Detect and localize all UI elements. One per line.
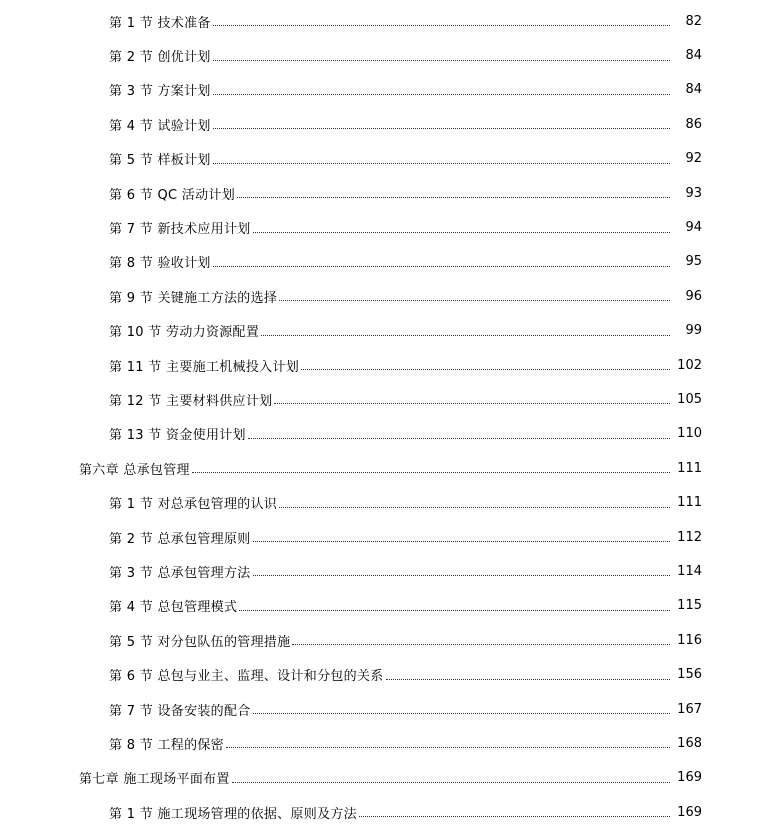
toc-entry-page: 84 bbox=[685, 82, 702, 98]
toc-chapter-entry[interactable] bbox=[0, 451, 781, 485]
toc-entry[interactable] bbox=[0, 73, 781, 107]
toc-entry[interactable] bbox=[0, 279, 781, 313]
dot-leader bbox=[232, 781, 670, 783]
toc-entry-label: 第 7 节 设备安装的配合 bbox=[109, 703, 251, 719]
toc-entry-page: 156 bbox=[677, 667, 702, 683]
toc-entry-label: 第七章 施工现场平面布置 bbox=[79, 772, 230, 788]
toc-entry[interactable] bbox=[0, 692, 781, 726]
toc-entry[interactable] bbox=[0, 382, 781, 416]
toc-entry-page: 94 bbox=[685, 220, 702, 236]
toc-entry[interactable] bbox=[0, 245, 781, 279]
dot-leader bbox=[253, 574, 670, 576]
dot-leader bbox=[213, 24, 670, 26]
toc-entry[interactable] bbox=[0, 589, 781, 623]
toc-entry-label: 第 10 节 劳动力资源配置 bbox=[109, 325, 260, 341]
toc-entry[interactable] bbox=[0, 657, 781, 691]
toc-entry-label: 第 1 节 技术准备 bbox=[109, 15, 211, 31]
dot-leader bbox=[301, 368, 670, 370]
dot-leader bbox=[253, 540, 670, 542]
toc-entry-label: 第 3 节 总承包管理方法 bbox=[109, 565, 251, 581]
toc-entry-page: 169 bbox=[677, 804, 702, 820]
toc-entry-label: 第 2 节 总承包管理原则 bbox=[109, 531, 251, 547]
toc-entry-page: 169 bbox=[677, 770, 702, 786]
toc-entry-page: 92 bbox=[685, 151, 702, 167]
toc-entry[interactable] bbox=[0, 554, 781, 588]
dot-leader bbox=[192, 471, 670, 473]
dot-leader bbox=[279, 506, 670, 508]
dot-leader bbox=[261, 334, 670, 336]
dot-leader bbox=[237, 196, 670, 198]
toc-entry[interactable] bbox=[0, 795, 781, 829]
toc-entry[interactable] bbox=[0, 520, 781, 554]
toc-entry[interactable] bbox=[0, 176, 781, 210]
toc-entry[interactable] bbox=[0, 417, 781, 451]
toc-entry-page: 82 bbox=[685, 13, 702, 29]
toc-entry-page: 114 bbox=[677, 563, 702, 579]
table-of-contents bbox=[0, 4, 781, 829]
toc-entry-page: 93 bbox=[685, 185, 702, 201]
dot-leader bbox=[213, 59, 670, 61]
toc-entry-label: 第 2 节 创优计划 bbox=[109, 50, 211, 66]
toc-entry-label: 第 7 节 新技术应用计划 bbox=[109, 222, 251, 238]
toc-entry[interactable] bbox=[0, 38, 781, 72]
toc-entry-page: 112 bbox=[677, 529, 702, 545]
dot-leader bbox=[239, 609, 670, 611]
dot-leader bbox=[253, 712, 670, 714]
toc-entry[interactable] bbox=[0, 4, 781, 38]
toc-entry-page: 95 bbox=[685, 254, 702, 270]
dot-leader bbox=[213, 162, 670, 164]
dot-leader bbox=[213, 265, 670, 267]
toc-entry-page: 102 bbox=[677, 357, 702, 373]
toc-entry-page: 86 bbox=[685, 116, 702, 132]
toc-entry-page: 96 bbox=[685, 288, 702, 304]
toc-entry[interactable] bbox=[0, 348, 781, 382]
toc-entry[interactable] bbox=[0, 623, 781, 657]
toc-entry-page: 167 bbox=[677, 701, 702, 717]
toc-entry-page: 99 bbox=[685, 323, 702, 339]
toc-entry-page: 116 bbox=[677, 632, 702, 648]
toc-entry-label: 第 1 节 施工现场管理的依据、原则及方法 bbox=[109, 806, 357, 822]
toc-entry-page: 110 bbox=[677, 426, 702, 442]
toc-entry-label: 第 12 节 主要材料供应计划 bbox=[109, 393, 273, 409]
toc-entry-page: 84 bbox=[685, 48, 702, 64]
toc-entry-page: 111 bbox=[677, 460, 702, 476]
toc-entry-page: 168 bbox=[677, 735, 702, 751]
toc-entry-label: 第 6 节 QC 活动计划 bbox=[109, 187, 236, 203]
dot-leader bbox=[274, 402, 670, 404]
toc-entry-page: 111 bbox=[677, 495, 702, 511]
toc-entry[interactable] bbox=[0, 210, 781, 244]
toc-entry[interactable] bbox=[0, 107, 781, 141]
toc-entry[interactable] bbox=[0, 485, 781, 519]
toc-entry-page: 115 bbox=[677, 598, 702, 614]
dot-leader bbox=[213, 93, 670, 95]
dot-leader bbox=[359, 815, 670, 817]
toc-entry[interactable] bbox=[0, 142, 781, 176]
toc-entry-label: 第 4 节 试验计划 bbox=[109, 118, 211, 134]
toc-entry-label: 第 13 节 资金使用计划 bbox=[109, 428, 246, 444]
toc-entry-label: 第 3 节 方案计划 bbox=[109, 84, 211, 100]
toc-entry[interactable] bbox=[0, 726, 781, 760]
toc-entry-label: 第 5 节 样板计划 bbox=[109, 153, 211, 169]
dot-leader bbox=[386, 678, 670, 680]
dot-leader bbox=[253, 231, 670, 233]
toc-entry[interactable] bbox=[0, 314, 781, 348]
toc-entry-label: 第 4 节 总包管理模式 bbox=[109, 600, 238, 616]
toc-entry-label: 第六章 总承包管理 bbox=[79, 462, 190, 478]
toc-chapter-entry[interactable] bbox=[0, 761, 781, 795]
dot-leader bbox=[279, 299, 670, 301]
toc-entry-page: 105 bbox=[677, 391, 702, 407]
toc-entry-label: 第 9 节 关键施工方法的选择 bbox=[109, 290, 278, 306]
dot-leader bbox=[292, 643, 670, 645]
toc-entry-label: 第 1 节 对总承包管理的认识 bbox=[109, 497, 278, 513]
dot-leader bbox=[248, 437, 670, 439]
toc-entry-label: 第 5 节 对分包队伍的管理措施 bbox=[109, 634, 291, 650]
dot-leader bbox=[213, 127, 670, 129]
dot-leader bbox=[226, 746, 670, 748]
toc-entry-label: 第 6 节 总包与业主、监理、设计和分包的关系 bbox=[109, 669, 384, 685]
toc-entry-label: 第 8 节 工程的保密 bbox=[109, 737, 224, 753]
toc-entry-label: 第 8 节 验收计划 bbox=[109, 256, 211, 272]
toc-entry-label: 第 11 节 主要施工机械投入计划 bbox=[109, 359, 300, 375]
